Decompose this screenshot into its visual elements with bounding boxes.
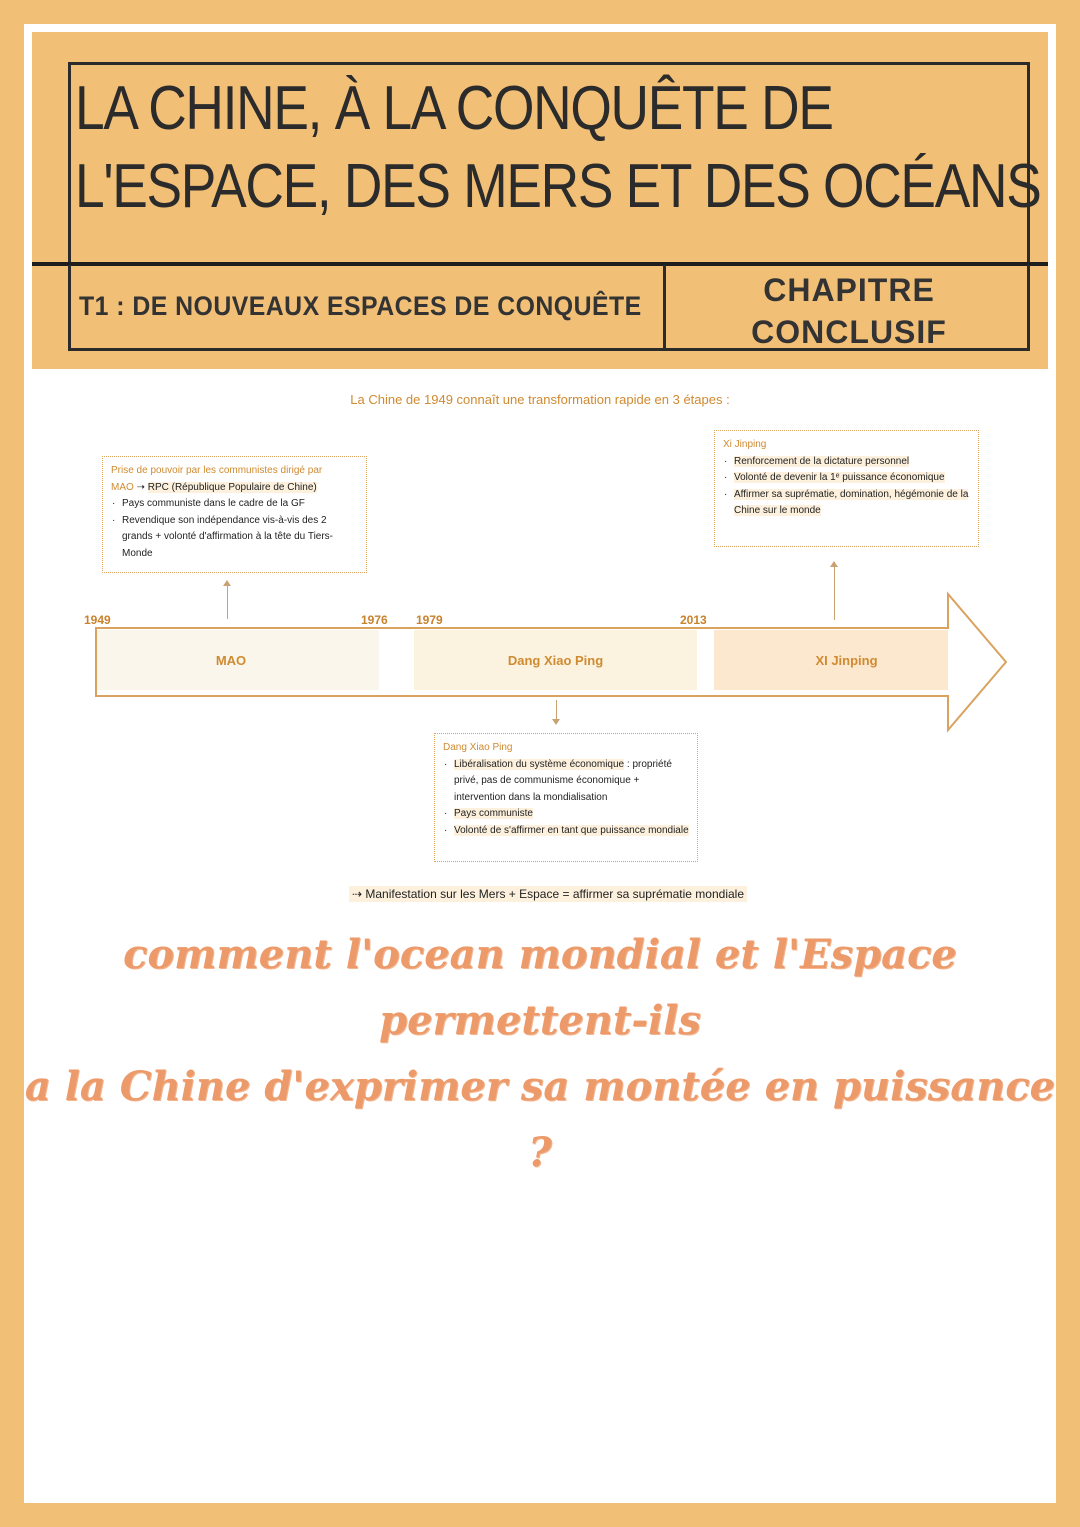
theme-label: T1 : DE NOUVEAUX ESPACES DE CONQUÊTE (79, 291, 642, 321)
note-mao-item: · Revendique son indépendance vis-à-vis des 2 grands + volonté d'affirmation à la tête du Tiers-Monde (122, 513, 358, 563)
note-mao-item: · Pays communiste dans le cadre de la GF (122, 496, 358, 513)
conclusion-line (349, 886, 747, 902)
note-xi-item: · Affirmer sa suprématie, domination, hégémonie de la Chine sur le monde (734, 487, 970, 520)
intro-text: La Chine de 1949 connaît une transformation rapide en 3 étapes : (350, 392, 730, 407)
note-dxp-item: · Libéralisation du système économique : propriété privé, pas de communisme économique + intervention dans la mondialisation (454, 757, 689, 807)
note-dxp-item: · Volonté de s'affirmer en tant que puissance mondiale (454, 823, 689, 840)
title-line-2: L'ESPACE, DES MERS ET DES OCÉANS (75, 152, 1041, 221)
page (24, 24, 1056, 1503)
year-1949: 1949 (84, 613, 111, 627)
title-box (68, 62, 1041, 265)
year-1979: 1979 (416, 613, 443, 627)
year-1976: 1976 (361, 613, 388, 627)
chapter-line-2: CONCLUSIF (751, 314, 947, 350)
note-mao-line2 (111, 480, 358, 497)
subtitle-box (68, 265, 1030, 351)
note-mao-prefix: MAO (111, 481, 134, 493)
dotted-arrow-icon: ⇢ (352, 887, 366, 901)
note-xi-item: · Volonté de devenir la 1ᵉ puissance économique (734, 470, 970, 487)
segment-label-mao: MAO (215, 652, 247, 668)
problematic-question (24, 922, 1056, 1186)
chapter-line-1: CHAPITRE (763, 272, 935, 308)
note-xi (714, 430, 979, 547)
arrow-down-icon (556, 700, 557, 724)
note-mao-head: Prise de pouvoir par les communistes dirigé par (111, 465, 323, 476)
note-xi-head: Xi Jinping (723, 439, 767, 450)
segment-label-xi: XI Jinping (815, 652, 878, 668)
note-mao (102, 456, 367, 573)
title-line-1: LA CHINE, À LA CONQUÊTE DE (75, 74, 833, 143)
segment-label-dxp: Dang Xiao Ping (507, 652, 604, 668)
arrow-right-icon: ➝ (136, 481, 148, 493)
question-line-1: comment l'ocean mondial et l'Espace permettent-ils (123, 931, 957, 1044)
question-line-2: a la Chine d'exprimer sa montée en puissance ? (24, 1063, 1056, 1176)
chapter-label (671, 269, 1027, 353)
note-dxp-head: Dang Xiao Ping (443, 742, 513, 753)
note-dxp (434, 733, 698, 862)
year-2013: 2013 (680, 613, 707, 627)
note-dxp-item: · Pays communiste (454, 806, 689, 823)
header-band (32, 32, 1048, 369)
conclusion-text: Manifestation sur les Mers + Espace = affirmer sa suprématie mondiale (365, 887, 745, 901)
note-mao-rpc: RPC (République Populaire de Chine) (147, 481, 317, 493)
note-xi-item: · Renforcement de la dictature personnel (734, 454, 970, 471)
subtitle-divider (663, 265, 666, 348)
